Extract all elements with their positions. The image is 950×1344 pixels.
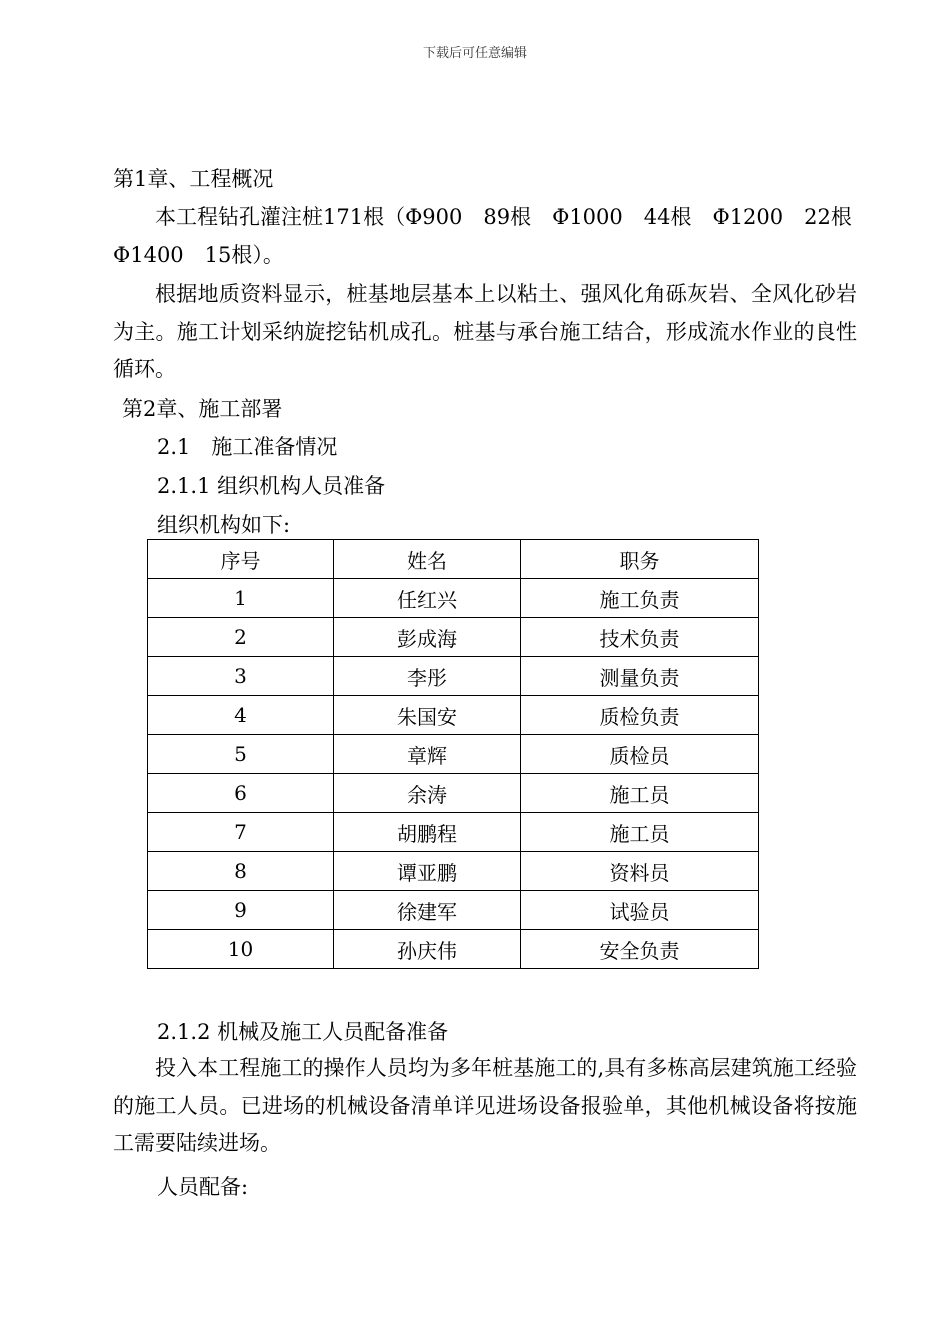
table-row: [148, 813, 759, 852]
cell-number: 2: [148, 618, 334, 657]
cell-name: 李彤: [334, 657, 521, 696]
cell-name: 任红兴: [334, 579, 521, 618]
cell-number: 9: [148, 891, 334, 930]
table-row: [148, 579, 759, 618]
section-2-1-2-heading: 2.1.2 机械及施工人员配备准备: [157, 1020, 449, 1044]
cell-position: 资料员: [521, 852, 759, 891]
cell-position: 施工员: [521, 813, 759, 852]
cell-name: 徐建军: [334, 891, 521, 930]
cell-number: 1: [148, 579, 334, 618]
cell-position: 安全负责: [521, 930, 759, 969]
table-row: [148, 891, 759, 930]
cell-position: 施工负责: [521, 579, 759, 618]
chapter-1-title: 第1章、工程概况: [113, 167, 274, 191]
cell-position: 施工员: [521, 774, 759, 813]
header-cell-name: 姓名: [334, 540, 521, 579]
cell-name: 朱国安: [334, 696, 521, 735]
page-header-note: 下载后可任意编辑: [422, 46, 527, 61]
cell-name: 胡鹏程: [334, 813, 521, 852]
cell-number: 10: [148, 930, 334, 969]
table-row: [148, 930, 759, 969]
cell-name: 彭成海: [334, 618, 521, 657]
chapter-1-para-1-line-1: 本工程钻孔灌注桩171根（Φ900 89根 Φ1000 44根 Φ1200 22根: [155, 205, 852, 229]
cell-name: 章辉: [334, 735, 521, 774]
cell-number: 7: [148, 813, 334, 852]
cell-position: 质检负责: [521, 696, 759, 735]
cell-number: 3: [148, 657, 334, 696]
chapter-2-title: 第2章、施工部署: [122, 397, 283, 421]
section-2-1-1-heading: 2.1.1 组织机构人员准备: [157, 474, 386, 498]
header-cell-number: 序号: [148, 540, 334, 579]
cell-name: 余涛: [334, 774, 521, 813]
table-row: [148, 618, 759, 657]
table-row: [148, 696, 759, 735]
header-cell-position: 职务: [521, 540, 759, 579]
org-intro-text: 组织机构如下:: [157, 513, 291, 537]
chapter-1-para-1-line-2: Φ1400 15根）。: [113, 243, 284, 267]
cell-name: 孙庆伟: [334, 930, 521, 969]
section-2-1-heading: 2.1 施工准备情况: [157, 435, 338, 459]
cell-number: 5: [148, 735, 334, 774]
table-row: [148, 852, 759, 891]
table-header-row: [148, 540, 759, 579]
cell-number: 4: [148, 696, 334, 735]
org-structure-table: [147, 539, 759, 969]
cell-number: 6: [148, 774, 334, 813]
table-row: [148, 657, 759, 696]
machinery-staff-paragraph: 投入本工程施工的操作人员均为多年桩基施工的,具有多栋高层建筑施工经验的施工人员。已进场的机械设备清单详见进场设备报验单，其他机械设备将按施工需要陆续进场。: [113, 1056, 857, 1155]
cell-position: 测量负责: [521, 657, 759, 696]
table-row: [148, 735, 759, 774]
cell-position: 质检员: [521, 735, 759, 774]
cell-position: 试验员: [521, 891, 759, 930]
staffing-label: 人员配备:: [157, 1175, 249, 1199]
cell-number: 8: [148, 852, 334, 891]
cell-position: 技术负责: [521, 618, 759, 657]
cell-name: 谭亚鹏: [334, 852, 521, 891]
table-row: [148, 774, 759, 813]
chapter-1-para-2: 根据地质资料显示，桩基地层基本上以粘土、强风化角砾灰岩、全风化砂岩为主。施工计划采纳旋挖钻机成孔。桩基与承台施工结合，形成流水作业的良性循环。: [113, 282, 857, 381]
